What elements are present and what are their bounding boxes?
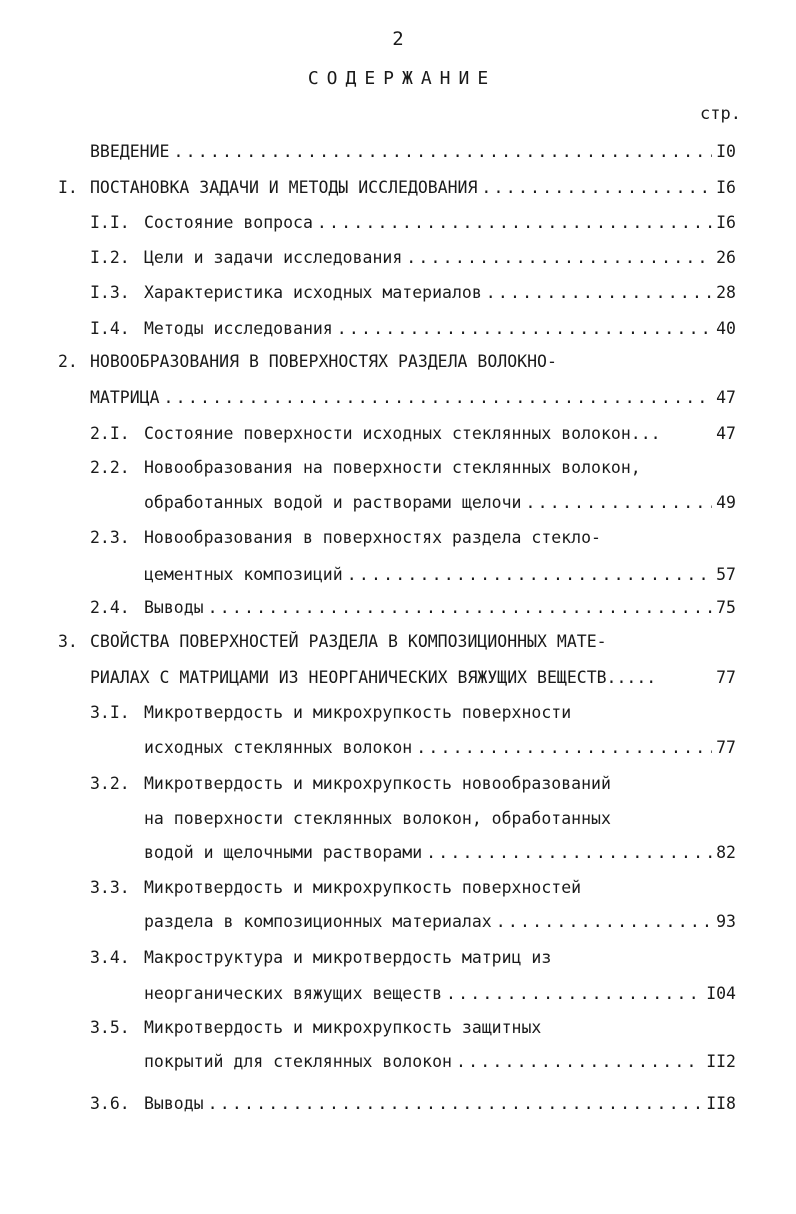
- toc-entry-page: 75: [716, 598, 736, 617]
- toc-entry-page: I6: [716, 213, 736, 232]
- toc-line: [90, 386, 736, 410]
- toc-entry-text: покрытий для стеклянных волокон: [144, 1052, 452, 1071]
- toc-entry-text: Новообразования в поверхностях раздела стекло-: [144, 528, 601, 547]
- toc-entry-text: Цели и задачи исследования: [144, 248, 403, 267]
- toc-entry-number: 3.5.: [90, 1018, 130, 1037]
- toc-entry-text: Выводы: [144, 1094, 204, 1113]
- toc-entry-text: Характеристика исходных материалов: [144, 283, 482, 302]
- leader-dots: [446, 982, 702, 1006]
- toc-entry-text: ПОСТАНОВКА ЗАДАЧИ И МЕТОДЫ ИССЛЕДОВАНИЯ: [90, 178, 478, 197]
- toc-entry-page: 93: [716, 912, 736, 931]
- toc-line: [144, 491, 736, 515]
- toc-entry-text: исходных стеклянных волокон: [144, 738, 413, 757]
- toc-entry-number: 2.: [58, 352, 78, 371]
- toc-entry-number: I.: [58, 178, 78, 197]
- toc-entry-text: цементных композиций: [144, 565, 343, 584]
- toc-entry-number: 2.I.: [90, 424, 130, 443]
- toc-line: [90, 456, 641, 480]
- toc-line: [144, 982, 736, 1006]
- toc-line: [90, 246, 736, 270]
- toc-entry-text: РИАЛАХ С МАТРИЦАМИ ИЗ НЕОРГАНИЧЕСКИХ ВЯЖУЩИХ ВЕЩЕСТВ.....: [90, 668, 657, 687]
- toc-entry-text: Методы исследования: [144, 319, 333, 338]
- toc-entry-text: Состояние поверхности исходных стеклянных волокон...: [144, 424, 661, 443]
- leader-dots: [208, 1092, 703, 1116]
- toc-entry-text: водой и щелочными растворами: [144, 843, 423, 862]
- toc-entry-page: 82: [716, 843, 736, 862]
- toc-title: СОДЕРЖАНИЕ: [307, 68, 497, 89]
- toc-line: [58, 630, 607, 654]
- toc-entry-number: 2.2.: [90, 458, 130, 477]
- toc-entry-number: 2.3.: [90, 528, 130, 547]
- toc-entry-page: 40: [716, 319, 736, 338]
- toc-line: [58, 350, 557, 374]
- toc-entry-number: I.3.: [90, 283, 130, 302]
- toc-entry-number: 3.4.: [90, 948, 130, 967]
- toc-line: [144, 910, 736, 934]
- toc-entry-page: I04: [706, 984, 736, 1003]
- toc-line: [144, 736, 736, 760]
- toc-entry-page: I0: [716, 142, 736, 161]
- toc-line: [144, 841, 736, 865]
- toc-entry-page: 28: [716, 283, 736, 302]
- page-number: 2: [392, 28, 404, 50]
- toc-line: [144, 807, 611, 831]
- leader-dots: [416, 736, 712, 760]
- leader-dots: [173, 140, 712, 164]
- toc-entry-text: Выводы: [144, 598, 204, 617]
- toc-line: [144, 563, 736, 587]
- toc-entry-text: ВВЕДЕНИЕ: [90, 142, 170, 161]
- toc-entry-number: 3.I.: [90, 703, 130, 722]
- leader-dots: [406, 246, 712, 270]
- toc-entry-page: 47: [716, 424, 736, 443]
- toc-entry-text: СВОЙСТВА ПОВЕРХНОСТЕЙ РАЗДЕЛА В КОМПОЗИЦИОННЫХ МАТЕ-: [90, 632, 607, 651]
- toc-entry-number: 3.: [58, 632, 78, 651]
- toc-line: [90, 1016, 541, 1040]
- toc-entry-text: на поверхности стеклянных волокон, обработанных: [144, 809, 611, 828]
- leader-dots: [486, 281, 712, 305]
- leader-dots: [481, 176, 712, 200]
- toc-entry-text: обработанных водой и растворами щелочи: [144, 493, 522, 512]
- toc-entry-text: Микротвердость и микрохрупкость новообразований: [144, 774, 611, 793]
- leader-dots: [496, 910, 712, 934]
- toc-entry-page: 26: [716, 248, 736, 267]
- toc-line: [90, 281, 736, 305]
- toc-line: [90, 526, 601, 550]
- leader-dots: [526, 491, 713, 515]
- leader-dots: [164, 386, 713, 410]
- toc-entry-page: II8: [706, 1094, 736, 1113]
- leader-dots: [317, 211, 712, 235]
- toc-line: [90, 140, 736, 164]
- toc-line: [90, 701, 571, 725]
- toc-line: [90, 876, 581, 900]
- toc-line: [90, 211, 736, 235]
- leader-dots: [347, 563, 712, 587]
- toc-entry-page: 77: [716, 668, 736, 687]
- toc-entry-number: 3.2.: [90, 774, 130, 793]
- toc-entry-text: Микротвердость и микрохрупкость поверхности: [144, 703, 572, 722]
- toc-entry-number: I.I.: [90, 213, 130, 232]
- toc-entry-text: неорганических вяжущих веществ: [144, 984, 443, 1003]
- toc-entry-text: Микротвердость и микрохрупкость защитных: [144, 1018, 542, 1037]
- toc-line: [90, 317, 736, 341]
- toc-entry-text: Макроструктура и микротвердость матриц из: [144, 948, 552, 967]
- leader-dots: [426, 841, 712, 865]
- toc-entry-text: Новообразования на поверхности стеклянных волокон,: [144, 458, 641, 477]
- toc-entry-number: 2.4.: [90, 598, 130, 617]
- toc-line: [90, 946, 551, 970]
- toc-line: [90, 596, 736, 620]
- toc-entry-text: Состояние вопроса: [144, 213, 313, 232]
- toc-line: [144, 1050, 736, 1074]
- leader-dots: [337, 317, 712, 341]
- toc-entry-text: НОВООБРАЗОВАНИЯ В ПОВЕРХНОСТЯХ РАЗДЕЛА ВОЛОКНО-: [90, 352, 557, 371]
- toc-entry-text: раздела в композиционных материалах: [144, 912, 492, 931]
- leader-dots: [208, 596, 713, 620]
- toc-entry-page: 47: [716, 388, 736, 407]
- toc-entry-number: 3.6.: [90, 1094, 130, 1113]
- toc-entry-page: I6: [716, 178, 736, 197]
- toc-line: [90, 422, 736, 446]
- toc-line: [90, 1092, 736, 1116]
- leader-dots: [456, 1050, 702, 1074]
- toc-entry-page: 49: [716, 493, 736, 512]
- toc-entry-number: 3.3.: [90, 878, 130, 897]
- toc-entry-number: I.4.: [90, 319, 130, 338]
- toc-entry-text: МАТРИЦА: [90, 388, 160, 407]
- toc-line: [90, 772, 611, 796]
- toc-line: [58, 176, 736, 200]
- page-column-label: стр.: [700, 104, 741, 124]
- toc-entry-text: Микротвердость и микрохрупкость поверхностей: [144, 878, 582, 897]
- toc-line: [90, 666, 736, 690]
- toc-entry-page: 57: [716, 565, 736, 584]
- toc-entry-page: II2: [706, 1052, 736, 1071]
- toc-entry-page: 77: [716, 738, 736, 757]
- toc-entry-number: I.2.: [90, 248, 130, 267]
